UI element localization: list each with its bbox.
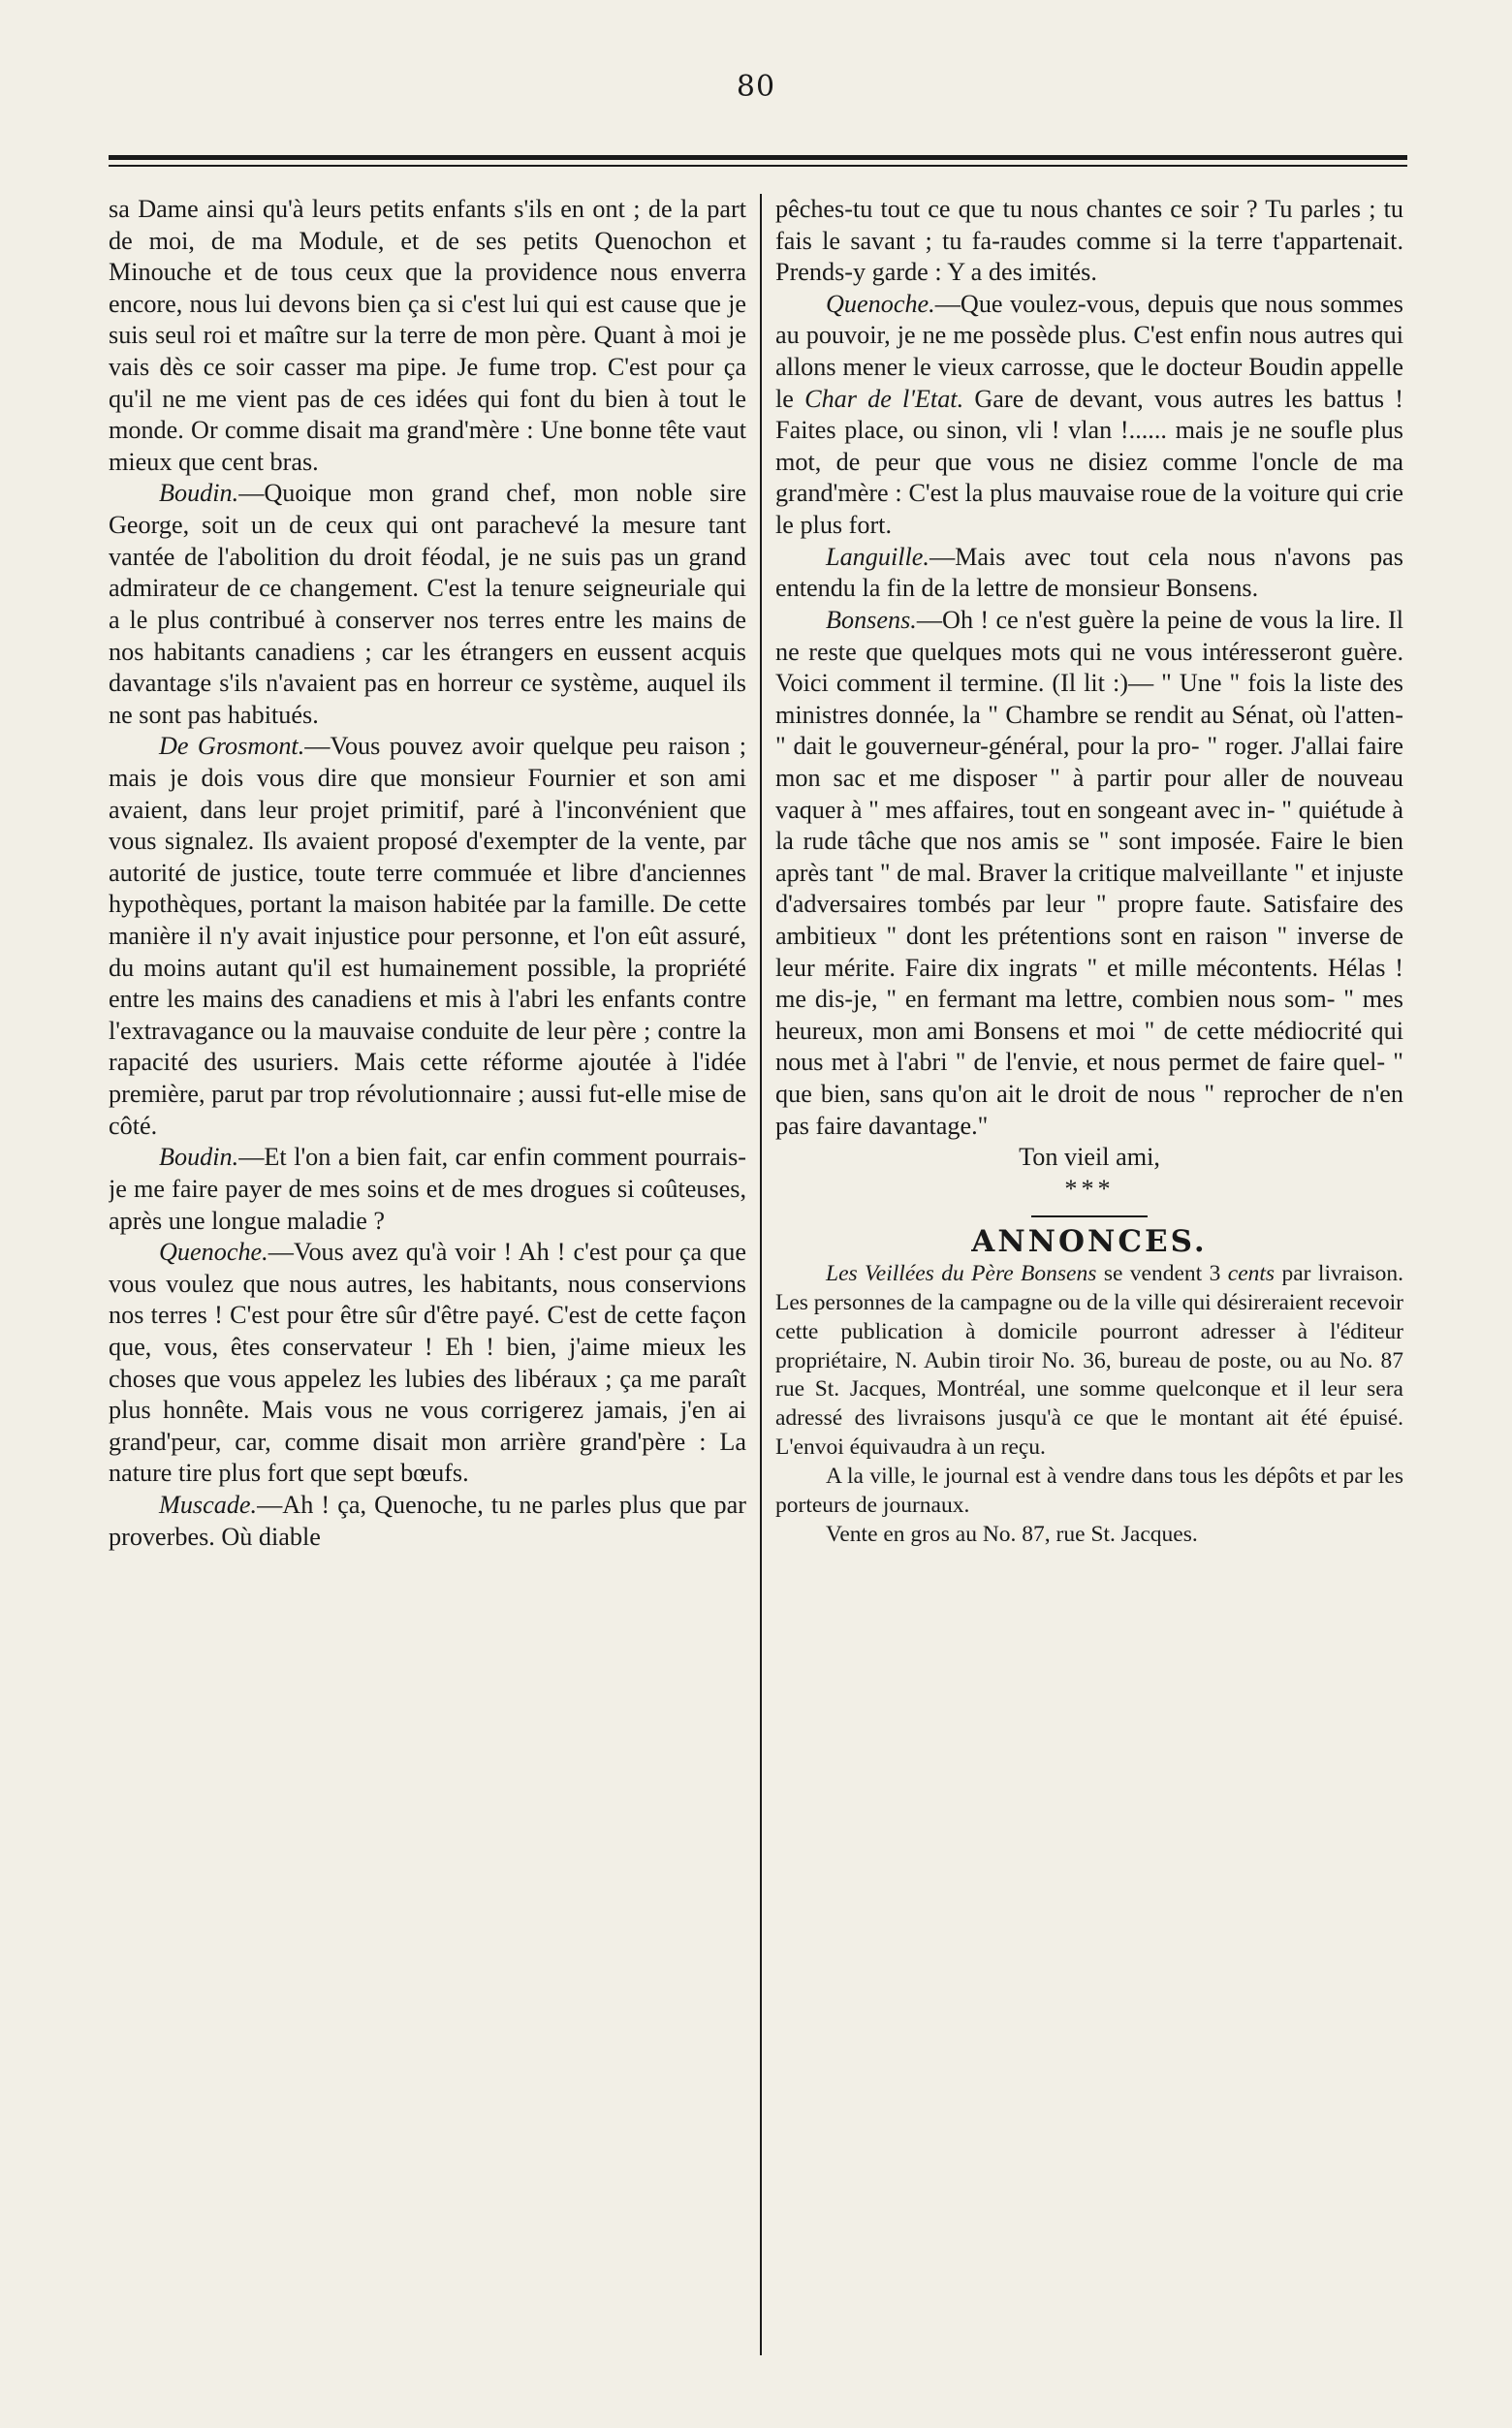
dialogue-paragraph: Boudin.—Et l'on a bien fait, car enfin comment pourrais-je me faire payer de mes soins et de mes drogues si coûteuses, après une longue maladie ? bbox=[109, 1143, 746, 1235]
page-number: 80 bbox=[736, 70, 776, 104]
speaker-name: Bonsens. bbox=[826, 605, 917, 634]
announcement bbox=[775, 1260, 1403, 1463]
dialogue-paragraph: Muscade.—Ah ! ça, Quenoche, tu ne parles plus que par proverbes. Où diable bbox=[109, 1490, 746, 1551]
speaker-name: Languille. bbox=[826, 542, 929, 571]
paragraph-text: Vous pouvez avoir quelque peu raison ; mais je dois vous dire que monsieur Fournier et son ami avaient, dans leur projet primitif, paré à l'inconvénient que vous signalez. Ils avaient proposé d'exempter de la vente, par autorité de justice, toute terre commuée et libre d'anciennes hypothèques, portant la maison habitée par la famille. De cette manière il n'y avait injustice pour personne, et l'on eût assuré, du moins autant qu'il est humainement possible, la propriété entre les mains des canadiens et mis à l'abri les enfants contre l'extravagance ou la mauvaise conduite de leur père ; contre la rapacité des usuriers. Mais cette réforme ajoutée à l'idée première, parut par trop révolutionnaire ; aussi fut-elle mise de côté. bbox=[109, 732, 746, 1140]
section-heading: ANNONCES. bbox=[971, 1223, 1208, 1259]
paragraph-text: Mais avec tout cela nous n'avons pas entendu la fin de la lettre de monsieur Bonsens. bbox=[775, 542, 1403, 603]
speaker-name: Boudin. bbox=[159, 479, 239, 508]
dialogue-paragraph: Quenoche.—Vous avez qu'à voir ! Ah ! c'est pour ça que vous voulez que nous autres, les habitants, nous conservions nos terres ! C'est pour être sûr d'être payé. C'est de cette façon que, vous, êtes conservateur ! Eh ! bien, j'aime mieux les choses que vous appelez les lubies des libéraux ; ça me paraît plus honnête. Mais vous ne vous corrigerez jamais, j'en ai grand'peur, car, comme disait mon arrière grand'père : La nature tire plus fort que sept bœufs. bbox=[109, 1238, 746, 1488]
speaker-name: De Grosmont. bbox=[159, 732, 305, 761]
paragraph-text: Gare de devant, vous autres les battus ! Faites place, ou sinon, vli ! vlan !...... mais je ne soufle plus mot, de peur que vous ne disiez comme l'oncle de ma grand'mère : C'est la plus mauvaise roue de la voiture qui crie le plus fort. bbox=[775, 384, 1403, 540]
announcement-text: par livraison. Les personnes de la campagne ou de la ville qui désireraient recevoir cette publication à domicile pourront adresser à l'éditeur propriétaire, N. Aubin tiroir No. 36, bureau de poste, ou au No. 87 rue St. Jacques, Montréal, une somme quelconque et il leur sera adressé des livraisons jusqu'à ce que le montant ait été épuisé. L'envoi équivaudra à un reçu. bbox=[775, 1261, 1403, 1461]
italic-phrase: Char de l'Etat. bbox=[804, 384, 964, 413]
announcement: A la ville, le journal est à vendre dans tous les dépôts et par les porteurs de journaux. bbox=[775, 1464, 1403, 1518]
header-rule bbox=[109, 155, 1407, 160]
right-column bbox=[775, 194, 1403, 2375]
speaker-name: Quenoche. bbox=[159, 1238, 268, 1267]
paragraph-text: Que voulez-vous, depuis que nous sommes au pouvoir, je ne me possède plus. C'est enfin nous autres qui allons mener le vieux carrosse, que le docteur Boudin appelle le bbox=[775, 289, 1403, 413]
paragraph-text: Et l'on a bien fait, car enfin comment pourrais-je me faire payer de mes soins et de mes drogues si coûteuses, après une longue maladie ? bbox=[109, 1143, 746, 1235]
left-column bbox=[109, 194, 746, 2375]
price-unit: cents bbox=[1227, 1261, 1276, 1287]
paragraph: pêches-tu tout ce que tu nous chantes ce soir ? Tu parles ; tu fais le savant ; tu fa-raudes comme si la terre t'appartenait. Prends-y garde : Y a des imités. bbox=[775, 195, 1403, 287]
dialogue-paragraph: Quenoche.—Que voulez-vous, depuis que nous sommes au pouvoir, je ne me possède plus. C'est enfin nous autres qui allons mener le vieux carrosse, que le docteur Boudin appelle le Char de l'Etat. Gare de devant, vous autres les battus ! Faites place, ou sinon, vli ! vlan !...... mais je ne soufle plus mot, de peur que vous ne disiez comme l'oncle de ma grand'mère : C'est la plus mauvaise roue de la voiture qui crie le plus fort. bbox=[775, 289, 1403, 540]
paragraph-text: Oh ! ce n'est guère la peine de vous la lire. Il ne reste que quelques mots qui ne vous intéresseront guère. Voici comment il termine. (Il lit :)— " Une " fois la liste des ministres donnée, la " Chambre se rendit au Sénat, où l'atten- " dait le gouverneur-général, pour la pro- " roger. J'allai faire mon sac et me disposer " à partir pour aller de nouveau vaquer à " mes affaires, tout en songeant avec in- " quiétude à la rude tâche que nos amis se " sont imposée. Faire le bien après tant " de mal. Braver la critique malveillante " et injuste d'adversaires tombés par leur " propre faute. Satisfaire des ambitieux " dont les prétentions sont en raison " inverse de leur mérite. Faire dix ingrats " et mille mécontents. Hélas ! me dis-je, " en fermant ma lettre, combien nous som- " mes heureux, mon ami Bonsens et moi " de cette médiocrité qui nous met à l'abri " de l'envie, et nous permet de faire quel- " que bien, sans qu'on ait le droit de nous " reprocher de n'en pas faire davantage." bbox=[775, 605, 1403, 1140]
column-divider bbox=[760, 194, 762, 2355]
dialogue-paragraph: De Grosmont.—Vous pouvez avoir quelque peu raison ; mais je dois vous dire que monsieur Fournier et son ami avaient, dans leur projet primitif, paré à l'inconvénient que vous signalez. Ils avaient proposé d'exempter de la vente, par autorité de justice, toute terre commuée et libre d'anciennes hypothèques, portant la maison habitée par la famille. De cette manière il n'y avait injustice pour personne, et l'on eût assuré, du moins autant qu'il est humainement possible, la propriété entre les mains des canadiens et mis à l'abri les enfants contre l'extravagance ou la mauvaise conduite de leur père ; contre la rapacité des usuriers. Mais cette réforme ajoutée à l'idée première, parut par trop révolutionnaire ; aussi fut-elle mise de côté. bbox=[109, 732, 746, 1140]
dialogue-paragraph: Boudin.—Quoique mon grand chef, mon noble sire George, soit un de ceux qui ont parachevé la mesure tant vantée de l'abolition du droit féodal, je ne suis pas un grand admirateur de ce changement. C'est la tenure seigneuriale qui a le plus contribué à conserver nos terres entre les mains de nos habitants canadiens ; car les étrangers en eussent acquis davantage s'ils n'avaient pas en horreur ce système, auquel ils ne sont pas habitués. bbox=[109, 479, 746, 729]
speaker-name: Quenoche. bbox=[826, 289, 935, 318]
speaker-name: Muscade. bbox=[159, 1490, 258, 1519]
dialogue-paragraph: Bonsens.—Oh ! ce n'est guère la peine de vous la lire. Il ne reste que quelques mots qui ne vous intéresseront guère. Voici comment il termine. (Il lit :)— " Une " fois la liste des ministres donnée, la " Chambre se rendit au Sénat, où l'atten- " dait le gouverneur-général, pour la pro- " roger. J'allai faire mon sac et me disposer " à partir pour aller de nouveau vaquer à " mes affaires, tout en songeant avec in- " quiétude à la rude tâche que nos amis se " sont imposée. Faire le bien après tant " de mal. Braver la critique malveillante " et injuste d'adversaires tombés par leur " propre faute. Satisfaire des ambitieux " dont les prétentions sont en raison " inverse de leur mérite. Faire dix ingrats " et mille mécontents. Hélas ! me dis-je, " en fermant ma lettre, combien nous som- " mes heureux, mon ami Bonsens et moi " de cette médiocrité qui nous met à l'abri " de l'envie, et nous permet de faire quel- " que bien, sans qu'on ait le droit de nous " reprocher de n'en pas faire davantage." bbox=[775, 605, 1403, 1140]
paragraph: sa Dame ainsi qu'à leurs petits enfants s'ils en ont ; de la part de moi, de ma Module, et de ses petits Quenochon et Minouche et de tous ceux que la providence nous enverra encore, nous lui devons bien ça si c'est lui qui est cause que je suis seul roi et maître sur la terre de mon père. Quant à moi je vais dès ce soir casser ma pipe. Je fume trop. C'est pour ça qu'il ne me vient pas de ces idées qui font du bien à tout le monde. Or comme disait ma grand'mère : Une bonne tête vaut mieux que cent bras. bbox=[109, 195, 746, 476]
header-rule-thin bbox=[109, 165, 1407, 167]
paragraph-text: Ah ! ça, Quenoche, tu ne parles plus que par proverbes. Où diable bbox=[109, 1490, 746, 1551]
paragraph-text: Quoique mon grand chef, mon noble sire George, soit un de ceux qui ont parachevé la mesure tant vantée de l'abolition du droit féodal, je ne suis pas un grand admirateur de ce changement. C'est la tenure seigneuriale qui a le plus contribué à conserver nos terres entre les mains de nos habitants canadiens ; car les étrangers en eussent acquis davantage s'ils n'avaient pas en horreur ce système, auquel ils ne sont pas habitués. bbox=[109, 479, 746, 729]
section-rule bbox=[1031, 1215, 1148, 1217]
announcement: Vente en gros au No. 87, rue St. Jacques. bbox=[826, 1521, 1198, 1547]
dialogue-paragraph: Languille.—Mais avec tout cela nous n'avons pas entendu la fin de la lettre de monsieur Bonsens. bbox=[775, 542, 1403, 603]
announcement-text: se vendent 3 bbox=[1103, 1261, 1221, 1287]
paragraph-text: Vous avez qu'à voir ! Ah ! c'est pour ça que vous voulez que nous autres, les habitants, nous conservions nos terres ! C'est pour être sûr d'être payé. C'est de cette façon que, vous, êtes conservateur ! Eh ! bien, j'aime mieux les choses que vous appelez les lubies des libéraux ; ça me paraît plus honnête. Mais vous ne vous corrigerez jamais, j'en ai grand'peur, car, comme disait mon arrière grand'père : La nature tire plus fort que sept bœufs. bbox=[109, 1238, 746, 1488]
speaker-name: Boudin. bbox=[159, 1143, 239, 1172]
letter-signoff: Ton vieil ami, bbox=[1019, 1143, 1160, 1172]
asterism: *** bbox=[1064, 1174, 1115, 1203]
publication-title: Les Veillées du Père Bonsens bbox=[826, 1261, 1097, 1287]
